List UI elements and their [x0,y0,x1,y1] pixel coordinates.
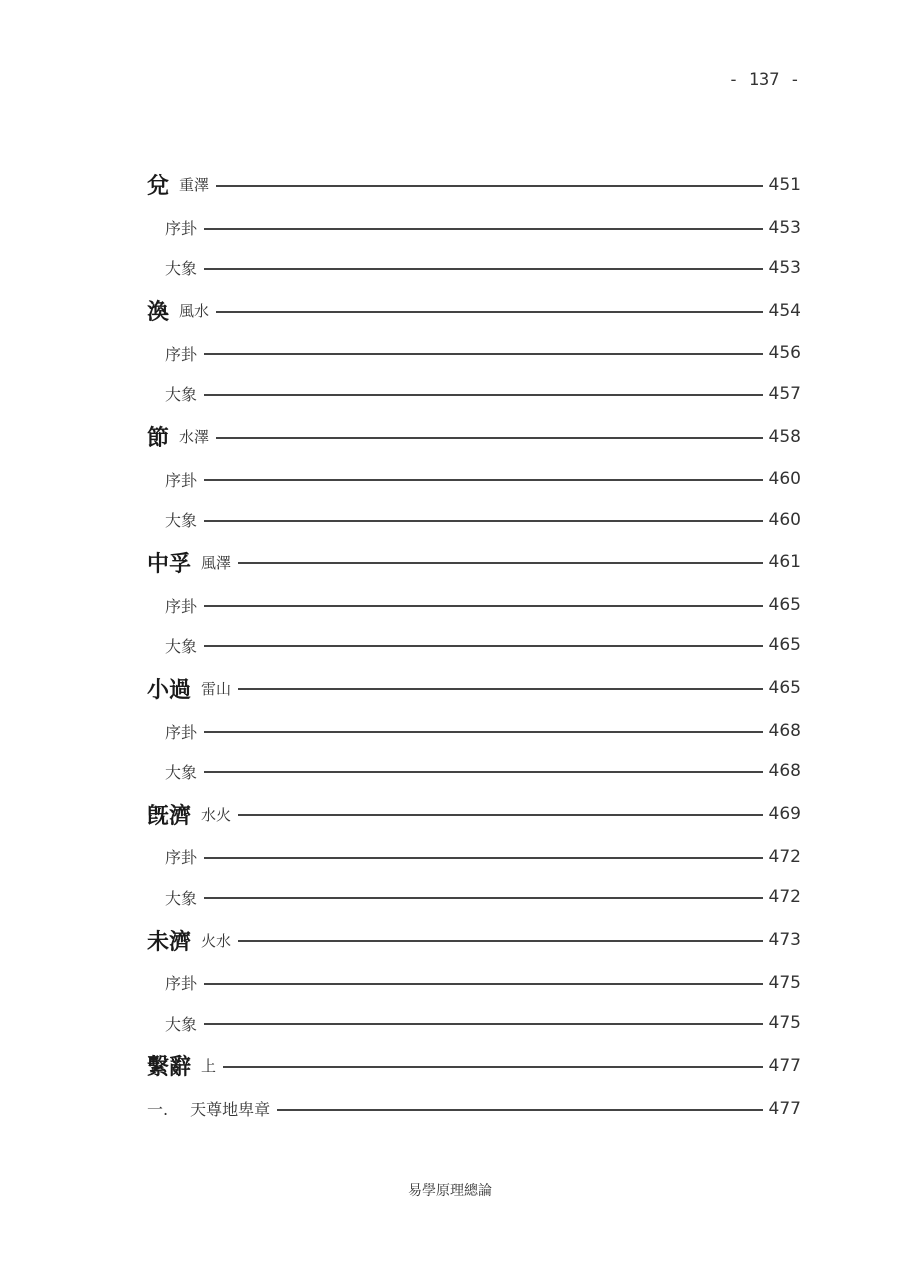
toc-entry-subtitle: 重澤 [179,176,210,195]
leader-line [204,353,763,355]
toc-entry-page: 469 [768,804,801,825]
toc-entry-title: 繫辭 [147,1054,192,1081]
leader-line [223,1066,763,1068]
toc-entry-label: 序卦 [165,848,198,868]
leader-line [204,268,763,270]
toc-entry-sub[interactable] [147,1003,801,1043]
toc-entry-sub[interactable] [147,837,801,877]
toc-entry-sub[interactable] [147,374,801,414]
toc-entry-label: 大象 [165,762,198,782]
toc-entry-main[interactable] [147,666,801,712]
leader-line [216,185,763,187]
toc-entry-page: 477 [768,1098,801,1119]
toc-entry-page: 468 [768,721,801,742]
toc-entry-subtitle: 風澤 [201,553,232,572]
toc-entry-main[interactable] [147,414,801,460]
toc-entry-page: 465 [768,678,801,699]
toc-entry-page: 468 [768,761,801,782]
leader-line [204,1023,763,1025]
leader-line [238,688,763,690]
toc-entry-sub[interactable] [147,711,801,751]
toc-entry-label: 序卦 [165,219,198,239]
toc-entry-sub[interactable] [147,459,801,499]
toc-entry-chapter[interactable] [147,1089,801,1130]
toc-entry-label: 序卦 [165,344,198,364]
toc-entry-main[interactable] [147,917,801,963]
toc-entry-title: 未濟 [147,928,192,955]
toc-entry-page: 461 [768,552,801,573]
toc-entry-label: 大象 [165,511,198,531]
toc-entry-sub[interactable] [147,963,801,1003]
toc-entry-sub[interactable] [147,333,801,373]
toc-entry-label: 大象 [165,385,198,405]
leader-line [216,311,763,313]
toc-entry-page: 453 [768,217,801,238]
leader-line [204,857,763,859]
toc-entry-page: 465 [768,595,801,616]
toc-entry-title: 小過 [147,676,192,703]
toc-entry-main[interactable] [147,1043,801,1089]
toc-entry-main[interactable] [147,162,801,208]
toc-entry-label: 序卦 [165,596,198,616]
page-number: - 137 - [728,70,800,90]
toc-entry-sub[interactable] [147,585,801,625]
leader-line [204,605,763,607]
toc-entry-subtitle: 水火 [201,805,232,824]
toc-entry-page: 460 [768,509,801,530]
toc-entry-subtitle: 風水 [179,302,210,321]
toc-sections [147,162,801,1043]
leader-line [204,771,763,773]
toc-entry-page: 475 [768,972,801,993]
toc-entry-title: 中孚 [147,550,192,577]
toc-entry-subtitle: 水澤 [179,428,210,446]
leader-line [238,562,763,564]
leader-line [204,645,763,647]
toc-entry-sub[interactable] [147,751,801,791]
leader-line [204,983,763,985]
toc-entry-sub[interactable] [147,625,801,665]
toc-entry-page: 451 [768,174,801,195]
toc-entry-page: 465 [768,635,801,656]
toc-entry-subtitle: 火水 [201,931,232,950]
toc-entry-page: 454 [768,300,801,321]
toc-entry-sub[interactable] [147,248,801,288]
leader-line [204,479,763,481]
leader-line [216,437,763,439]
toc-entry-sub[interactable] [147,208,801,248]
toc-entry-subtitle: 雷山 [201,679,232,698]
toc-entry-title: 兌 [147,173,170,200]
toc-entry-label: 序卦 [165,974,198,994]
toc-entry-page: 472 [768,846,801,867]
toc-entry-title: 旣濟 [147,802,192,829]
toc-entry-label: 大象 [165,1014,198,1034]
toc-entry-title: 渙 [147,299,170,326]
toc-entry-label: 大象 [165,636,198,656]
toc-entry-title: 節 [147,425,170,451]
leader-line [238,940,763,942]
leader-line [204,897,763,899]
toc-entry-label: 大象 [165,259,198,279]
toc-entry-label: 序卦 [165,470,198,490]
toc-entry-page: 475 [768,1013,801,1034]
chapter-number: 一. [147,1100,169,1120]
toc-entry-subtitle: 上 [201,1057,217,1076]
toc-entry-main[interactable] [147,540,801,586]
leader-line [238,814,763,816]
toc-entry-label: 大象 [165,888,198,908]
leader-line [277,1109,762,1111]
leader-line [204,520,763,522]
toc-entry-main[interactable] [147,288,801,334]
toc-entry-main[interactable] [147,791,801,837]
toc-entry-page: 457 [768,383,801,404]
chapter-title: 天尊地卑章 [190,1100,271,1120]
leader-line [204,731,763,733]
toc-entry-page: 458 [768,426,801,447]
toc-entry-page: 477 [768,1055,801,1076]
toc-entry-page: 472 [768,887,801,908]
toc-entry-sub[interactable] [147,877,801,917]
leader-line [204,228,763,230]
leader-line [204,394,763,396]
toc-entry-label: 序卦 [165,722,198,742]
toc-entry-page: 456 [768,343,801,364]
toc-entry-sub[interactable] [147,499,801,539]
toc-entry-page: 453 [768,257,801,278]
footer-book-title: 易學原理總論 [408,1183,492,1199]
toc-entry-page: 473 [768,930,801,950]
table-of-contents [147,162,801,1129]
toc-entry-page: 460 [768,469,801,490]
